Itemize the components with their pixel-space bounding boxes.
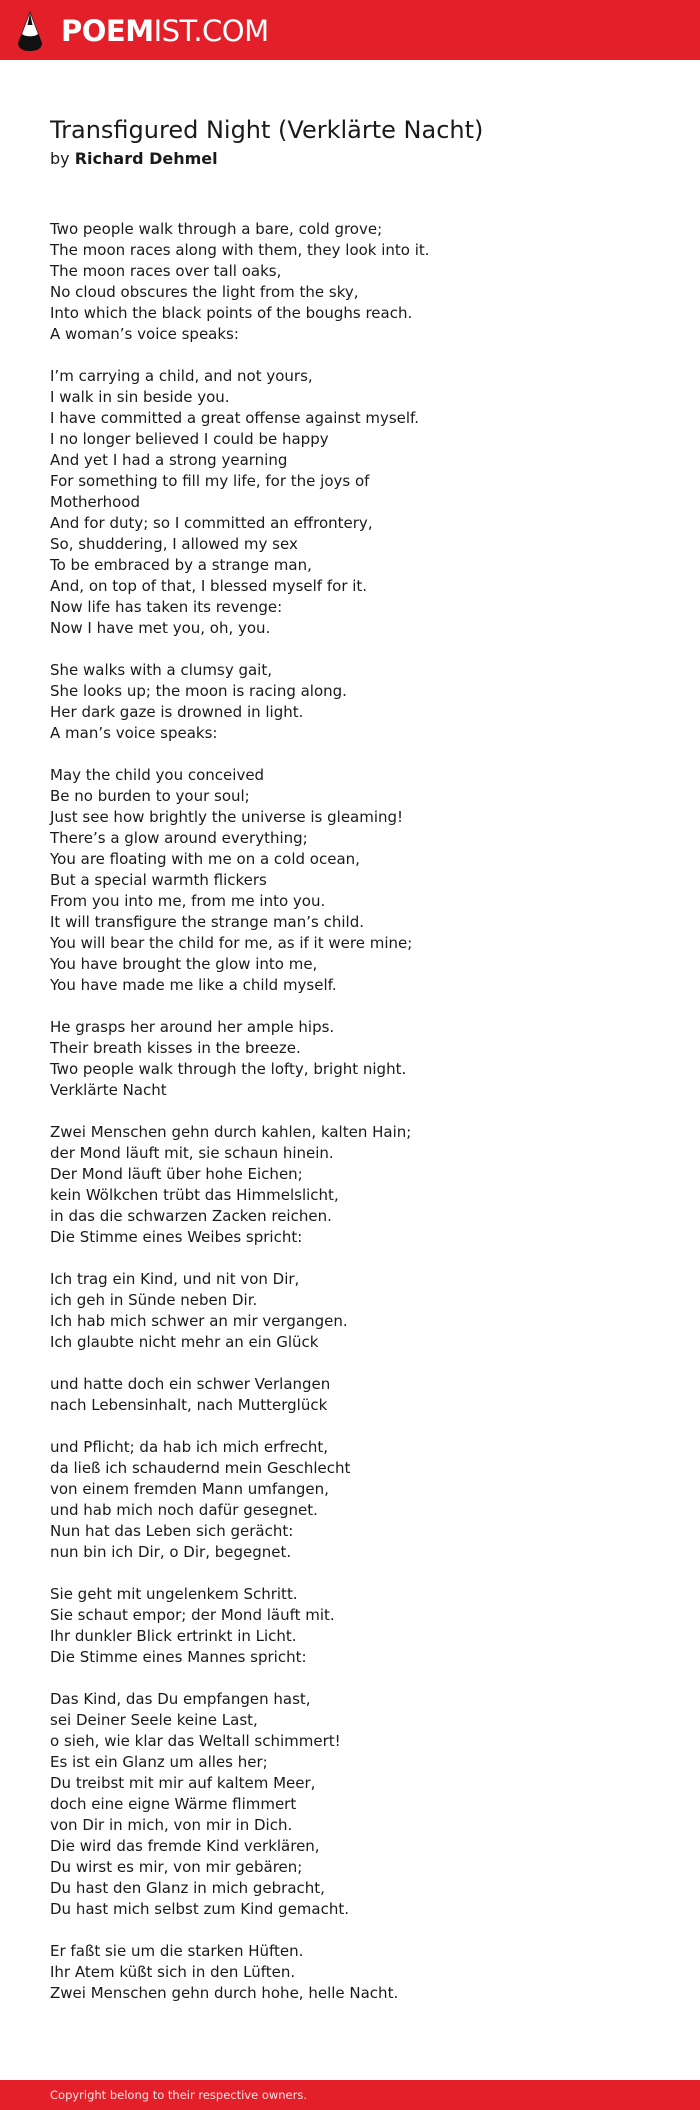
- poem-line: You have brought the glow into me,: [50, 955, 318, 973]
- poem-stanza: [50, 1689, 670, 1920]
- poem-line: Two people walk through a bare, cold grove;: [50, 220, 383, 238]
- by-label: by: [50, 149, 70, 168]
- poem-line: von Dir in mich, von mir in Dich.: [50, 1816, 293, 1834]
- poem-line: You will bear the child for me, as if it were mine;: [50, 934, 413, 952]
- copyright-notice: Copyright belong to their respective owners.: [50, 2088, 308, 2102]
- poem-line: Der Mond läuft über hohe Eichen;: [50, 1165, 303, 1183]
- poem-line: nach Lebensinhalt, nach Mutterglück: [50, 1396, 328, 1414]
- poem-stanza: [50, 219, 670, 345]
- poem-line: Das Kind, das Du empfangen hast,: [50, 1690, 311, 1708]
- poem-line: Sie geht mit ungelenkem Schritt.: [50, 1585, 298, 1603]
- poem-line: der Mond läuft mit, sie schaun hinein.: [50, 1144, 334, 1162]
- poem-line: And for duty; so I committed an effrontery,: [50, 514, 373, 532]
- poem-line: And, on top of that, I blessed myself for it.: [50, 577, 368, 595]
- poem-line: It will transfigure the strange man’s child.: [50, 913, 364, 931]
- poem-line: kein Wölkchen trübt das Himmelslicht,: [50, 1186, 339, 1204]
- poem-line: May the child you conceived: [50, 766, 265, 784]
- poem-line: o sieh, wie klar das Weltall schimmert!: [50, 1732, 341, 1750]
- brand-light: IST.COM: [153, 14, 269, 48]
- poem-line: She looks up; the moon is racing along.: [50, 682, 347, 700]
- poem-line: Now I have met you, oh, you.: [50, 619, 271, 637]
- poem-stanza: [50, 1269, 670, 1353]
- poem-line: The moon races along with them, they look into it.: [50, 241, 430, 259]
- poem-stanza: [50, 366, 670, 639]
- poem-line: Du hast den Glanz in mich gebracht,: [50, 1879, 325, 1897]
- poem-line: Es ist ein Glanz um alles her;: [50, 1753, 268, 1771]
- poem-stanza: [50, 1437, 670, 1563]
- poem-line: und hatte doch ein schwer Verlangen: [50, 1375, 331, 1393]
- site-header: [0, 0, 700, 60]
- poem-line: Motherhood: [50, 493, 141, 511]
- poem-stanza: [50, 765, 670, 996]
- poem-body: [50, 219, 670, 2025]
- poem-line: Ihr dunkler Blick ertrinkt in Licht.: [50, 1627, 297, 1645]
- poem-stanza: [50, 1584, 670, 1668]
- poem-line: Ich trag ein Kind, und nit von Dir,: [50, 1270, 300, 1288]
- poem-line: I have committed a great offense against myself.: [50, 409, 420, 427]
- poem-line: und Pflicht; da hab ich mich erfrecht,: [50, 1438, 329, 1456]
- poem-line: And yet I had a strong yearning: [50, 451, 288, 469]
- poem-line: From you into me, from me into you.: [50, 892, 326, 910]
- poem-line: Two people walk through the lofty, bright night.: [50, 1060, 407, 1078]
- poem-line: I walk in sin beside you.: [50, 388, 230, 406]
- poem-line: I no longer believed I could be happy: [50, 430, 329, 448]
- poem-line: Du wirst es mir, von mir gebären;: [50, 1858, 303, 1876]
- poem-line: To be embraced by a strange man,: [50, 556, 312, 574]
- poem-stanza: [50, 1122, 670, 1248]
- pen-nib-icon: [17, 10, 43, 52]
- poem-stanza: [50, 1374, 670, 1416]
- poem-header: [50, 112, 670, 170]
- poem-stanza: [50, 1017, 670, 1101]
- poem-line: sei Deiner Seele keine Last,: [50, 1711, 258, 1729]
- poem-stanza: [50, 1941, 670, 2004]
- poem-line: Du hast mich selbst zum Kind gemacht.: [50, 1900, 350, 1918]
- poem-line: Verklärte Nacht: [50, 1081, 167, 1099]
- site-logo[interactable]: [17, 10, 269, 52]
- poem-line: nun bin ich Dir, o Dir, begegnet.: [50, 1543, 292, 1561]
- poem-line: Du treibst mit mir auf kaltem Meer,: [50, 1774, 316, 1792]
- poem-line: So, shuddering, I allowed my sex: [50, 535, 298, 553]
- poem-line: Die wird das fremde Kind verklären,: [50, 1837, 320, 1855]
- poem-line: da ließ ich schaudernd mein Geschlecht: [50, 1459, 351, 1477]
- poem-line: Nun hat das Leben sich gerächt:: [50, 1522, 294, 1540]
- poem-line: Into which the black points of the boughs reach.: [50, 304, 413, 322]
- poem-line: Zwei Menschen gehn durch kahlen, kalten Hain;: [50, 1123, 412, 1141]
- poem-stanza: [50, 660, 670, 744]
- poem-line: Their breath kisses in the breeze.: [50, 1039, 301, 1057]
- poem-line: The moon races over tall oaks,: [50, 262, 282, 280]
- brand-bold: POEM: [61, 14, 154, 48]
- poem-line: Die Stimme eines Mannes spricht:: [50, 1648, 307, 1666]
- site-brand: [61, 10, 269, 52]
- poem-line: Just see how brightly the universe is gleaming!: [50, 808, 404, 826]
- poem-line: und hab mich noch dafür gesegnet.: [50, 1501, 318, 1519]
- site-footer: [0, 2080, 700, 2110]
- poem-line: Be no burden to your soul;: [50, 787, 250, 805]
- poem-line: There’s a glow around everything;: [50, 829, 308, 847]
- poem-line: Ich glaubte nicht mehr an ein Glück: [50, 1333, 319, 1351]
- poem-line: A woman’s voice speaks:: [50, 325, 239, 343]
- poem-line: in das die schwarzen Zacken reichen.: [50, 1207, 332, 1225]
- poem-line: I’m carrying a child, and not yours,: [50, 367, 313, 385]
- poem-line: No cloud obscures the light from the sky,: [50, 283, 359, 301]
- poem-line: She walks with a clumsy gait,: [50, 661, 272, 679]
- poem-line: You have made me like a child myself.: [50, 976, 337, 994]
- poem-line: Die Stimme eines Weibes spricht:: [50, 1228, 303, 1246]
- poem-line: Her dark gaze is drowned in light.: [50, 703, 304, 721]
- poem-line: Ich hab mich schwer an mir vergangen.: [50, 1312, 348, 1330]
- poem-line: Er faßt sie um die starken Hüften.: [50, 1942, 304, 1960]
- poem-line: A man’s voice speaks:: [50, 724, 218, 742]
- poem-line: ich geh in Sünde neben Dir.: [50, 1291, 258, 1309]
- poem-title: Transfigured Night (Verklärte Nacht): [50, 116, 484, 144]
- poem-line: But a special warmth flickers: [50, 871, 267, 889]
- poem-line: Now life has taken its revenge:: [50, 598, 283, 616]
- poem-line: doch eine eigne Wärme flimmert: [50, 1795, 297, 1813]
- poem-line: You are floating with me on a cold ocean,: [50, 850, 360, 868]
- poem-line: He grasps her around her ample hips.: [50, 1018, 335, 1036]
- poem-line: For something to fill my life, for the joys of: [50, 472, 370, 490]
- byline: [50, 148, 670, 170]
- poem-line: Zwei Menschen gehn durch hohe, helle Nacht.: [50, 1984, 399, 2002]
- author-link[interactable]: Richard Dehmel: [74, 149, 218, 168]
- poem-line: von einem fremden Mann umfangen,: [50, 1480, 329, 1498]
- poem-line: Ihr Atem küßt sich in den Lüften.: [50, 1963, 296, 1981]
- poem-line: Sie schaut empor; der Mond läuft mit.: [50, 1606, 335, 1624]
